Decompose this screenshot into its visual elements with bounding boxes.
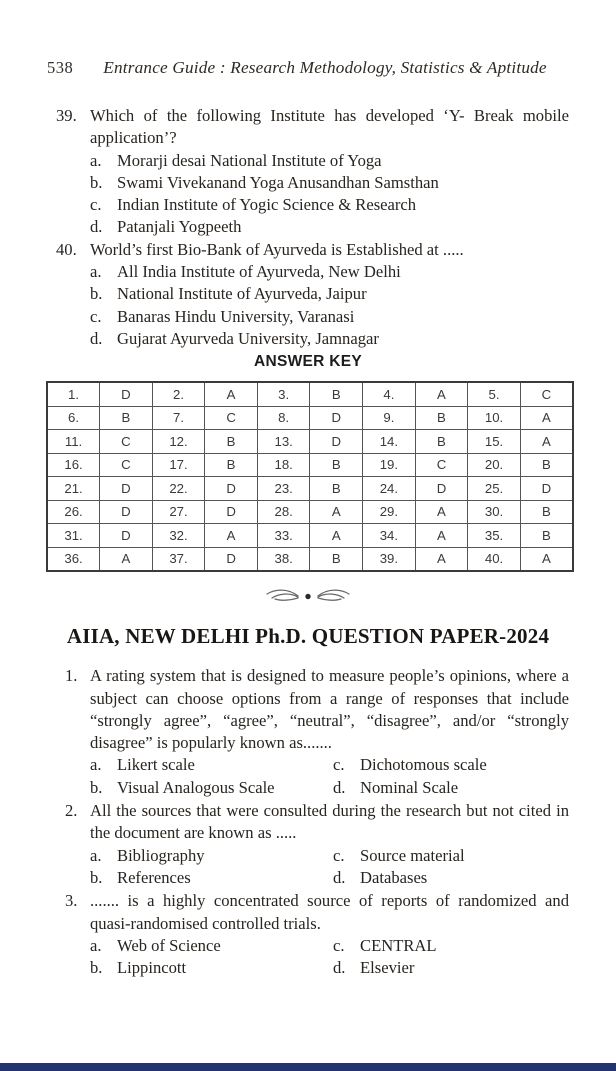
answer-key-question-number: 33. [257, 524, 310, 548]
answer-key-answer: D [415, 477, 468, 501]
answer-key-question-number: 4. [363, 382, 416, 406]
answer-key-row [47, 406, 573, 430]
answer-key-question-number: 5. [468, 382, 521, 406]
option-letter: d. [333, 867, 346, 887]
answer-key-question-number: 32. [152, 524, 205, 548]
question-2 [47, 800, 569, 889]
option-letter: d. [333, 958, 346, 978]
answer-key-answer: D [205, 547, 258, 571]
answer-key-title: ANSWER KEY [253, 353, 363, 371]
answer-key-answer: A [310, 500, 363, 524]
question-text [47, 665, 569, 754]
option-letter: c. [333, 935, 345, 955]
answer-key-answer: B [205, 453, 258, 477]
question-option [90, 328, 569, 350]
question-body: ....... is a highly concentrated source of reports of randomized and quasi-randomised controlled trials. [90, 891, 569, 933]
answer-key-question-number: 3. [257, 382, 310, 406]
answer-key-question-number: 31. [47, 524, 100, 548]
option-letter: a. [90, 935, 102, 955]
answer-key-answer: B [415, 406, 468, 430]
answer-key-answer: A [520, 406, 573, 430]
option-text: Nominal Scale [360, 777, 459, 797]
question-option [90, 306, 569, 328]
answer-key-question-number: 35. [468, 524, 521, 548]
option-text: Visual Analogous Scale [117, 777, 275, 797]
question-text [47, 105, 569, 150]
answer-key-answer: A [310, 524, 363, 548]
option-letter: b. [90, 284, 103, 304]
question-option [90, 935, 333, 957]
option-text: Indian Institute of Yogic Science & Research [117, 195, 417, 215]
question-option [333, 845, 569, 867]
answer-key-answer: C [520, 382, 573, 406]
option-letter: b. [90, 867, 103, 887]
option-letter: b. [90, 172, 103, 192]
answer-key-answer: D [205, 500, 258, 524]
page-header-title: Entrance Guide : Research Methodology, Statistics & Aptitude [103, 58, 547, 77]
answer-key-question-number: 2. [152, 382, 205, 406]
answer-key-question-number: 26. [47, 500, 100, 524]
option-letter: a. [90, 150, 102, 170]
option-letter: b. [90, 958, 103, 978]
question-option [90, 777, 333, 799]
question-option [90, 754, 333, 776]
question-number: 40. [56, 239, 77, 259]
question-option [90, 194, 569, 216]
option-letter: c. [333, 845, 345, 865]
question-text [47, 800, 569, 845]
option-letter: b. [90, 777, 103, 797]
answer-key-answer: B [205, 430, 258, 454]
answer-key-row [47, 453, 573, 477]
answer-key-question-number: 12. [152, 430, 205, 454]
option-text: Bibliography [117, 845, 205, 865]
answer-key-answer: D [100, 477, 153, 501]
question-option [333, 777, 569, 799]
option-letter: d. [333, 777, 346, 797]
question-option [90, 283, 569, 305]
answer-key-answer: D [310, 406, 363, 430]
bottom-edge-bar [0, 1063, 616, 1071]
answer-key-answer: A [415, 382, 468, 406]
answer-key-answer: D [310, 430, 363, 454]
answer-key-question-number: 34. [363, 524, 416, 548]
question-39 [47, 105, 569, 239]
answer-key-question-number: 10. [468, 406, 521, 430]
answer-key-question-number: 11. [47, 430, 100, 454]
answer-key-question-number: 8. [257, 406, 310, 430]
option-text: Likert scale [117, 755, 195, 775]
question-number: 1. [65, 666, 78, 686]
answer-key-answer: A [205, 524, 258, 548]
answer-key-question-number: 17. [152, 453, 205, 477]
option-letter: a. [90, 755, 102, 775]
answer-key-question-number: 9. [363, 406, 416, 430]
answer-key-question-number: 38. [257, 547, 310, 571]
question-3 [47, 890, 569, 979]
option-text: Morarji desai National Institute of Yoga [117, 150, 382, 170]
options-grid [90, 754, 569, 799]
answer-key-answer: A [415, 547, 468, 571]
option-text: Source material [360, 845, 465, 865]
answer-key-answer: B [310, 382, 363, 406]
section-title: AIIA, NEW DELHI Ph.D. QUESTION PAPER-2024 [66, 624, 550, 649]
options-grid [90, 845, 569, 890]
option-letter: a. [90, 845, 102, 865]
answer-key-answer: C [415, 453, 468, 477]
answer-key-question-number: 39. [363, 547, 416, 571]
answer-key-answer: A [415, 524, 468, 548]
question-number: 2. [65, 801, 78, 821]
answer-key-question-number: 16. [47, 453, 100, 477]
answer-key-answer: A [520, 547, 573, 571]
option-text: Dichotomous scale [360, 755, 487, 775]
option-text: National Institute of Ayurveda, Jaipur [117, 284, 367, 304]
answer-key-row [47, 524, 573, 548]
answer-key-question-number: 25. [468, 477, 521, 501]
answer-key-answer: A [415, 500, 468, 524]
answer-key-question-number: 20. [468, 453, 521, 477]
option-letter: c. [333, 755, 345, 775]
answer-key-answer: B [310, 477, 363, 501]
answer-key-row [47, 500, 573, 524]
question-option [333, 935, 569, 957]
option-text: Gujarat Ayurveda University, Jamnagar [117, 328, 379, 348]
answer-key-question-number: 18. [257, 453, 310, 477]
option-text: Patanjali Yogpeeth [117, 217, 242, 237]
answer-key-question-number: 24. [363, 477, 416, 501]
question-text [47, 239, 569, 261]
answer-key-question-number: 14. [363, 430, 416, 454]
question-option [333, 957, 569, 979]
question-text [47, 890, 569, 935]
answer-key-answer: B [310, 547, 363, 571]
answer-key-answer: C [100, 430, 153, 454]
answer-key-row [47, 382, 573, 406]
answer-key-answer: B [520, 453, 573, 477]
answer-key-question-number: 1. [47, 382, 100, 406]
answer-key-question-number: 19. [363, 453, 416, 477]
question-option [90, 845, 333, 867]
question-body: A rating system that is designed to measure people’s opinions, where a subject can choose options from a range of responses that include “strongly agree”, “agree”, “neutral”, “disagree”, and/or “strongly disagree” is popularly known as....... [90, 666, 569, 753]
answer-key-question-number: 23. [257, 477, 310, 501]
option-text: Swami Vivekanand Yoga Anusandhan Samsthan [117, 172, 439, 192]
answer-key-question-number: 13. [257, 430, 310, 454]
question-option [90, 172, 569, 194]
question-option [333, 867, 569, 889]
answer-key-question-number: 29. [363, 500, 416, 524]
question-option [333, 754, 569, 776]
question-1 [47, 665, 569, 799]
question-option [90, 957, 333, 979]
answer-key-row [47, 430, 573, 454]
answer-key-table-body [47, 382, 573, 571]
option-text: Web of Science [117, 935, 221, 955]
option-text: References [117, 867, 191, 887]
answer-key-answer: D [205, 477, 258, 501]
option-letter: d. [90, 217, 103, 237]
question-40 [47, 239, 569, 350]
option-text: CENTRAL [360, 935, 437, 955]
answer-key-answer: B [520, 500, 573, 524]
question-option [90, 261, 569, 283]
answer-key-question-number: 7. [152, 406, 205, 430]
answer-key-question-number: 22. [152, 477, 205, 501]
answer-key-answer: B [520, 524, 573, 548]
option-letter: a. [90, 262, 102, 282]
answer-key-question-number: 6. [47, 406, 100, 430]
option-text: Banaras Hindu University, Varanasi [117, 306, 355, 326]
page-header [47, 58, 569, 78]
question-body: World’s first Bio-Bank of Ayurveda is Established at ..... [90, 239, 464, 259]
answer-key-row [47, 547, 573, 571]
answer-key-question-number: 15. [468, 430, 521, 454]
answer-key-question-number: 21. [47, 477, 100, 501]
question-option [90, 150, 569, 172]
question-option [90, 867, 333, 889]
answer-key-answer: D [520, 477, 573, 501]
option-letter: d. [90, 328, 103, 348]
answer-key-question-number: 36. [47, 547, 100, 571]
question-body: Which of the following Institute has developed ‘Y- Break mobile application’? [90, 106, 569, 148]
option-text: Elsevier [360, 958, 415, 978]
answer-key-row [47, 477, 573, 501]
answer-key-answer: B [100, 406, 153, 430]
answer-key-table [46, 381, 574, 572]
answer-key-answer: A [520, 430, 573, 454]
question-number: 3. [65, 891, 78, 911]
answer-key-answer: C [100, 453, 153, 477]
section-divider [47, 585, 569, 607]
question-body: All the sources that were consulted during the research but not cited in the document are known as ..... [90, 801, 569, 843]
answer-key-question-number: 27. [152, 500, 205, 524]
answer-key-question-number: 30. [468, 500, 521, 524]
options-grid [90, 935, 569, 980]
page-number: 538 [47, 58, 74, 77]
answer-key-answer: D [100, 500, 153, 524]
answer-key-question-number: 37. [152, 547, 205, 571]
option-text: Lippincott [117, 958, 187, 978]
answer-key-answer: B [415, 430, 468, 454]
answer-key-answer: C [205, 406, 258, 430]
answer-key-question-number: 28. [257, 500, 310, 524]
option-letter: c. [90, 195, 102, 215]
answer-key-question-number: 40. [468, 547, 521, 571]
question-option [90, 216, 569, 238]
floral-flourish-icon [248, 585, 368, 607]
answer-key-answer: A [205, 382, 258, 406]
answer-key-answer: D [100, 382, 153, 406]
answer-key-answer: D [100, 524, 153, 548]
option-text: All India Institute of Ayurveda, New Delhi [117, 262, 401, 282]
option-text: Databases [360, 867, 428, 887]
answer-key-answer: B [310, 453, 363, 477]
option-letter: c. [90, 306, 102, 326]
question-number: 39. [56, 106, 77, 125]
answer-key-answer: A [100, 547, 153, 571]
